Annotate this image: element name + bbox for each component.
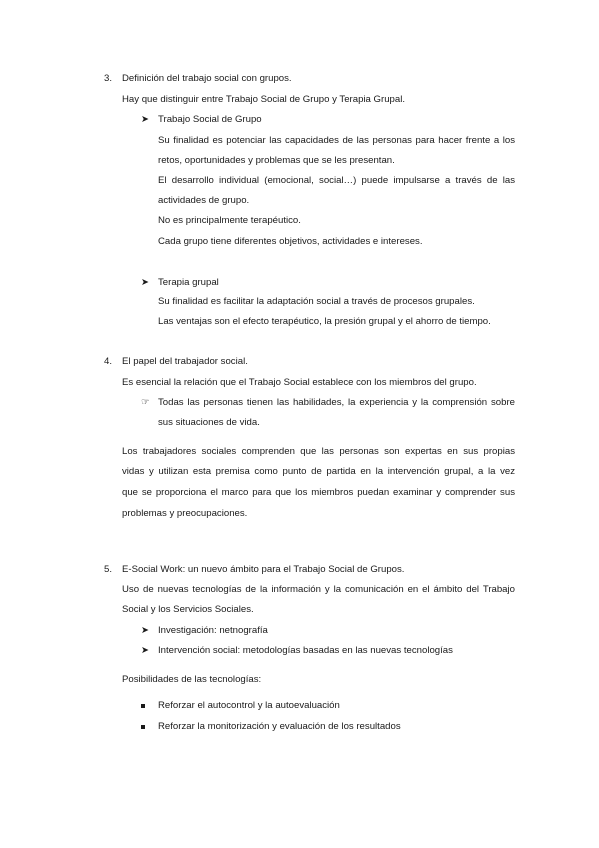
section-4-point-line-1: Todas las personas tienen las habilidades, la experiencia y la comprensión sobre <box>158 397 515 408</box>
trabajo-social-grupo-line-5: No es principalmente terapéutico. <box>158 215 301 226</box>
section-4-intro: Es esencial la relación que el Trabajo Social establece con los miembros del grupo. <box>122 377 477 388</box>
trabajo-social-grupo-line-1: Su finalidad es potenciar las capacidades de las personas para hacer frente a los <box>158 135 515 146</box>
terapia-grupal-line-2: Las ventajas son el efecto terapéutico, la presión grupal y el ahorro de tiempo. <box>158 316 491 327</box>
arrowhead-bullet-icon: ➤ <box>141 645 149 656</box>
trabajo-social-grupo-title: Trabajo Social de Grupo <box>158 114 262 125</box>
arrowhead-bullet-icon: ➤ <box>141 114 149 125</box>
section-3-intro: Hay que distinguir entre Trabajo Social de Grupo y Terapia Grupal. <box>122 94 405 105</box>
possibility-2: Reforzar la monitorización y evaluación de los resultados <box>158 721 401 732</box>
square-bullet-icon <box>141 725 145 729</box>
terapia-grupal-line-1: Su finalidad es facilitar la adaptación social a través de procesos grupales. <box>158 296 475 307</box>
section-4-paragraph-line-2: vidas y utilizan esta premisa como punto de partida en la intervención grupal, a la vez <box>122 466 515 477</box>
section-5-item-1: Investigación: netnografía <box>158 625 268 636</box>
trabajo-social-grupo-line-6: Cada grupo tiene diferentes objetivos, actividades e intereses. <box>158 236 423 247</box>
arrowhead-bullet-icon: ➤ <box>141 277 149 288</box>
square-bullet-icon <box>141 704 145 708</box>
possibility-1: Reforzar el autocontrol y la autoevaluación <box>158 700 340 711</box>
section-4-paragraph-line-3: que se proporciona el marco para que los miembros puedan examinar y comprender sus <box>122 487 515 498</box>
possibilities-label: Posibilidades de las tecnologías: <box>122 674 262 685</box>
section-5-intro-line-1: Uso de nuevas tecnologías de la información y la comunicación en el ámbito del Trabajo <box>122 584 515 595</box>
arrowhead-bullet-icon: ➤ <box>141 625 149 636</box>
trabajo-social-grupo-line-3: El desarrollo individual (emocional, social…) puede impulsarse a través de las <box>158 175 515 186</box>
section-4-number: 4. <box>104 356 113 367</box>
terapia-grupal-title: Terapia grupal <box>158 277 219 288</box>
trabajo-social-grupo-line-4: actividades de grupo. <box>158 195 250 206</box>
pointing-hand-bullet-icon: ☞ <box>141 397 150 408</box>
trabajo-social-grupo-line-2: retos, oportunidades y problemas que se les presentan. <box>158 155 395 166</box>
section-5-intro-line-2: Social y los Servicios Sociales. <box>122 604 254 615</box>
section-4-paragraph-line-1: Los trabajadores sociales comprenden que las personas son expertas en sus propias <box>122 446 515 457</box>
section-4-paragraph-line-4: problemas y preocupaciones. <box>122 508 248 519</box>
section-5-item-2: Intervención social: metodologías basadas en las nuevas tecnologías <box>158 645 453 656</box>
section-4-heading: El papel del trabajador social. <box>122 356 248 367</box>
section-5-heading: E-Social Work: un nuevo ámbito para el Trabajo Social de Grupos. <box>122 564 405 575</box>
section-3-number: 3. <box>104 73 113 84</box>
section-3-heading: Definición del trabajo social con grupos. <box>122 73 292 84</box>
section-5-number: 5. <box>104 564 113 575</box>
section-4-point-line-2: sus situaciones de vida. <box>158 417 260 428</box>
